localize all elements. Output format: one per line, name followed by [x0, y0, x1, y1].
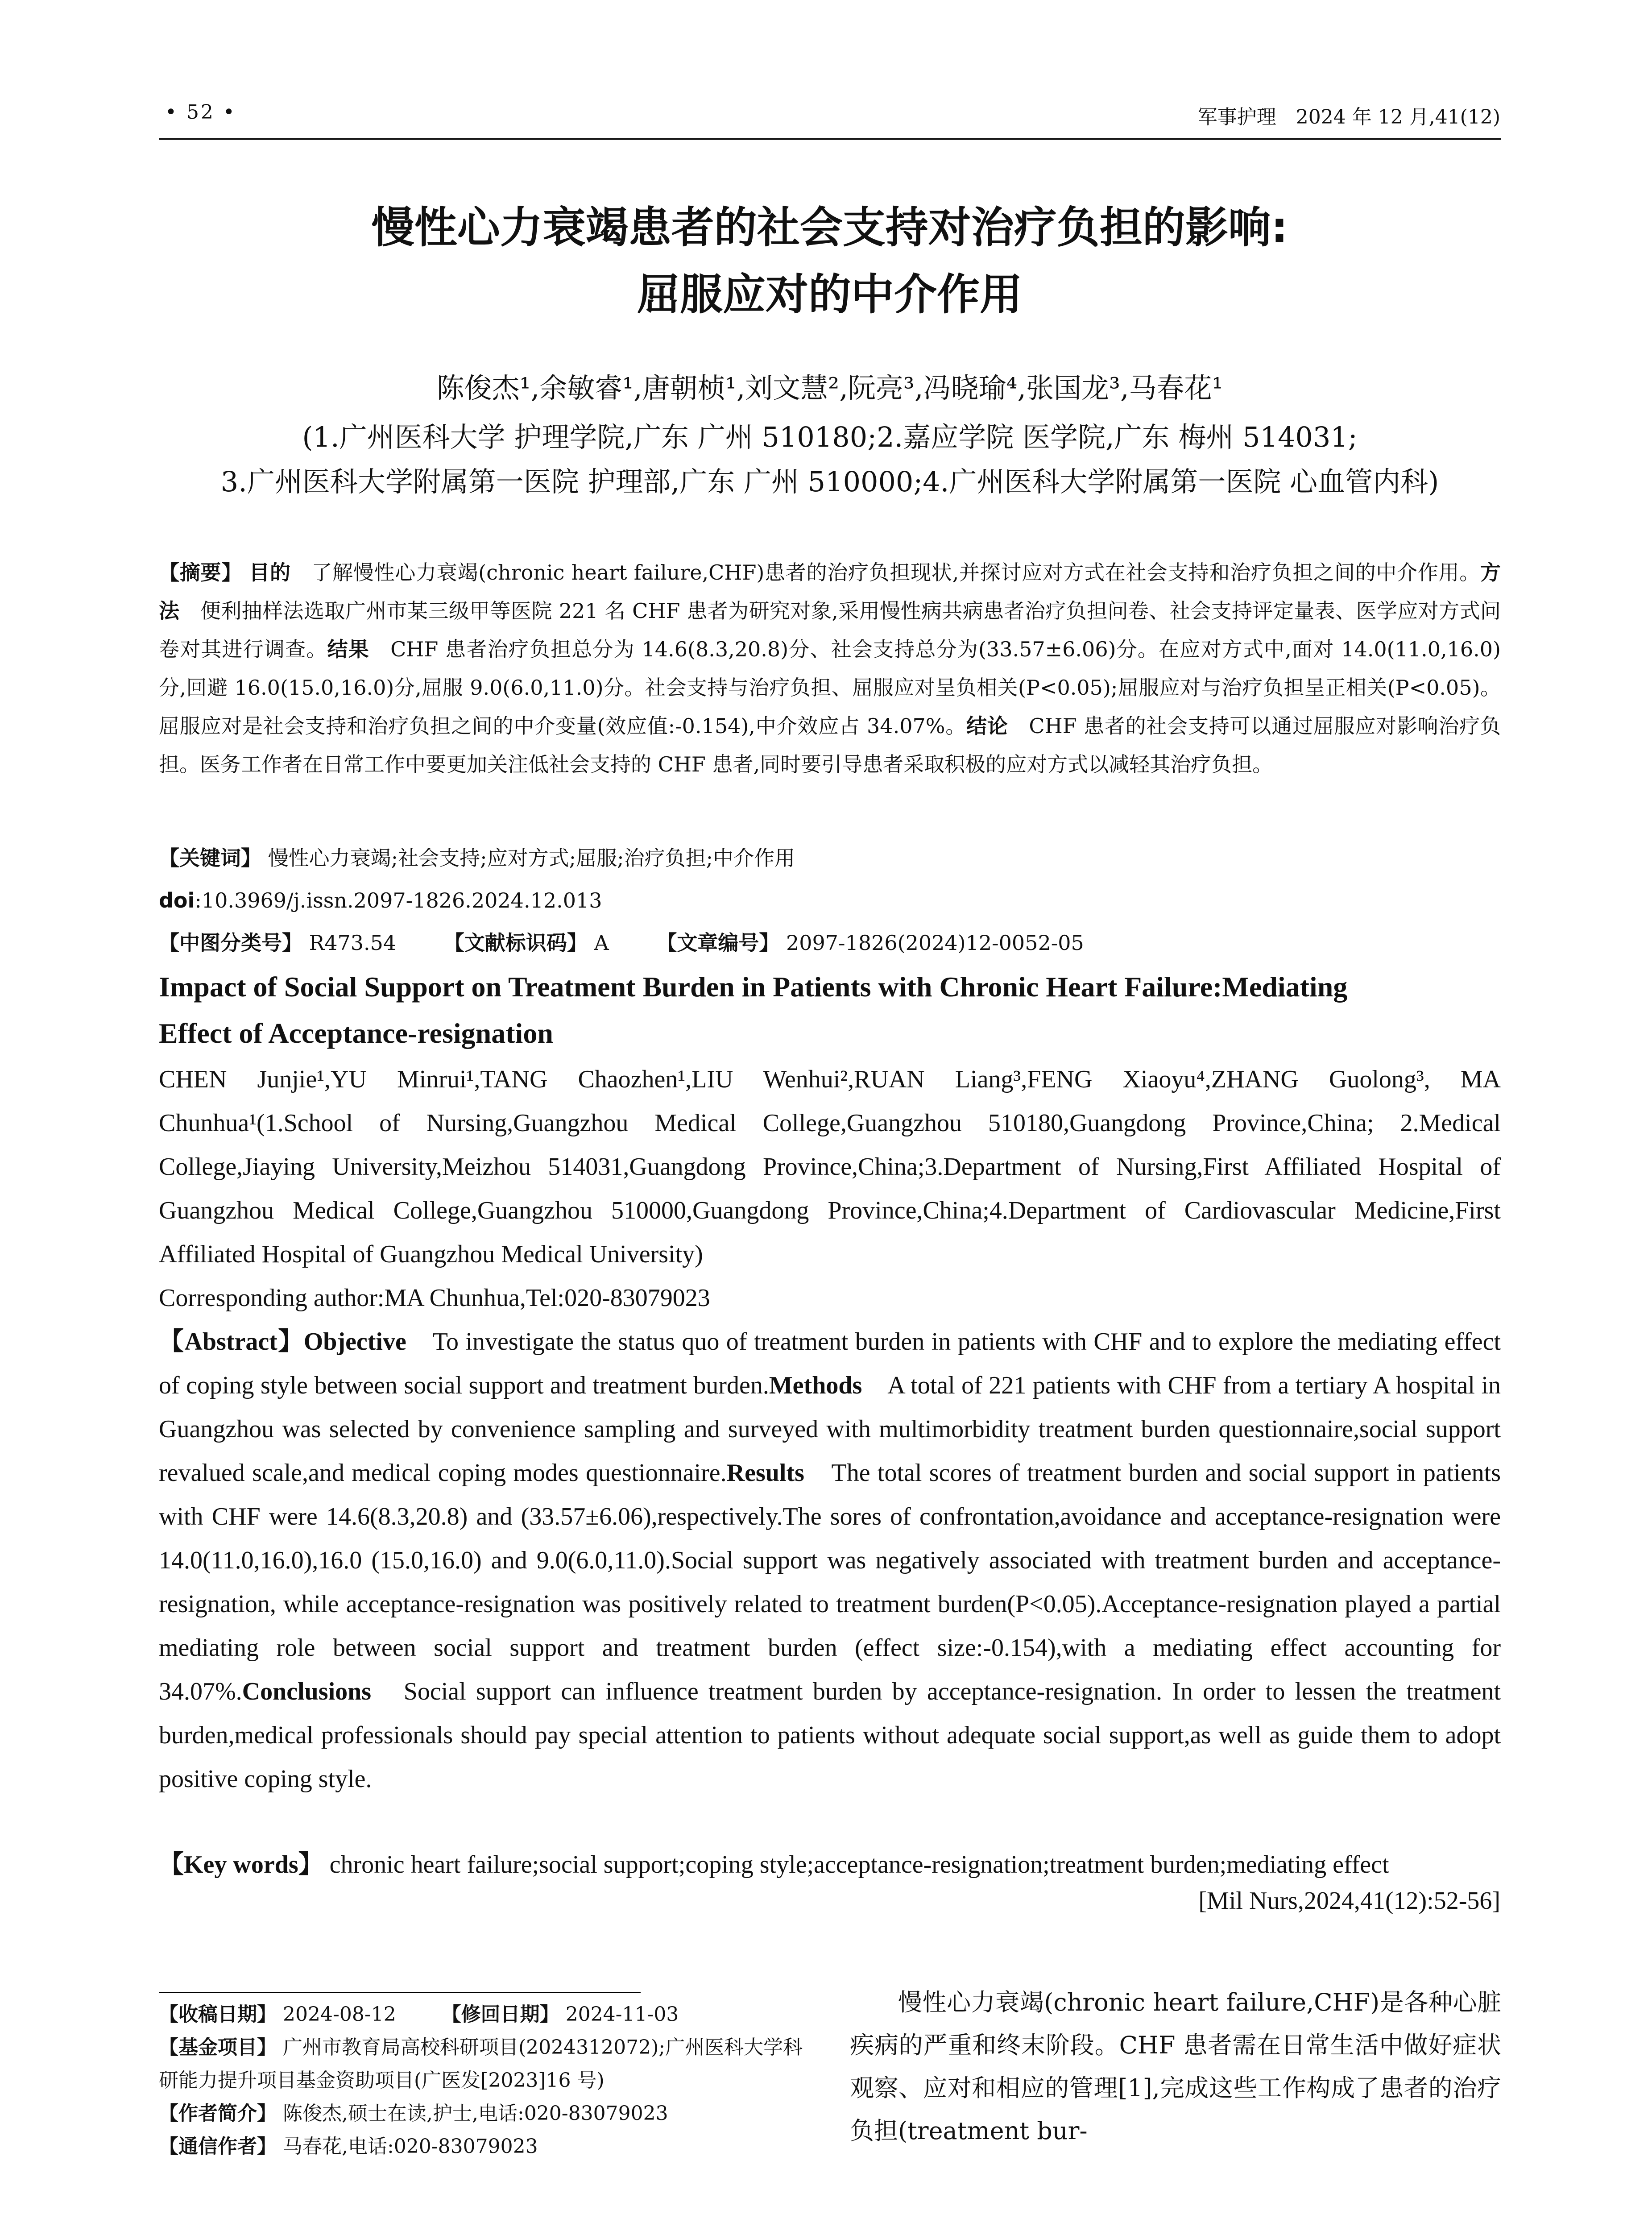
abstract-cn-methods-label: 方法	[159, 560, 1501, 623]
authors-en: CHEN Junjie¹,YU Minrui¹,TANG Chaozhen¹,LIU Wenhui²,RUAN Liang³,FENG Xiaoyu⁴,ZHANG Guolong³, MA Chunhua¹(1.School of Nursing,Guangzhou Medical College,Guangzhou 510180,Guangdong Province,China; 2.Medical College,Jiaying University,Meizhou 514031,Guangdong Province,China;3.Department of Nursing,First Affiliated Hospital of Guangzhou Medical College,Guangzhou 510000,Guangdong Province,China;4.Department of Cardiovascular Medicine,First Affiliated Hospital of Guangzhou Medical University)	[159, 1066, 1501, 1268]
abstract-en-objective-label: Objective	[303, 1328, 406, 1356]
keywords-en-text: chronic heart failure;social support;coping style;acceptance-resignation;treatment burden;mediating effect	[329, 1851, 1389, 1879]
article-no-value: 2097-1826(2024)12-0052-05	[786, 931, 1084, 955]
abstract-en-methods: A total of 221 patients with CHF from a tertiary A hospital in Guangzhou was selected by convenience sampling and surveyed with multimorbidity treatment burden questionnaire,social support revalued scale,and medical coping modes questionnaire.	[159, 1372, 1501, 1487]
doi-link[interactable]: :10.3969/j.issn.2097-1826.2024.12.013	[195, 888, 602, 912]
classification	[159, 924, 1501, 962]
abstract-cn-methods: 便利抽样法选取广州市某三级甲等医院 221 名 CHF 患者为研究对象,采用慢性病共病患者治疗负担问卷、社会支持评定量表、医学应对方式问卷对其进行调查。	[159, 599, 1501, 661]
footnote-fund	[159, 2031, 815, 2097]
abstract-en-tag: 【Abstract】	[159, 1328, 304, 1356]
article-title-line-1: 慢性心力衰竭患者的社会支持对治疗负担的影响:	[371, 203, 1288, 253]
abstract-cn-conclusion: CHF 患者的社会支持可以通过屈服应对影响治疗负担。医务工作者在日常工作中要更加关注低社会支持的 CHF 患者,同时要引导患者采取积极的应对方式以减轻其治疗负担。	[159, 714, 1501, 776]
abstract-cn-tag: 【摘要】	[159, 560, 242, 585]
body-intro-paragraph: 慢性心力衰竭(chronic heart failure,CHF)是各种心脏疾病的严重和终末阶段。CHF 患者需在日常生活中做好症状观察、应对和相应的管理[1],完成这些工作构成了患者的治疗负担(treatment bur-	[850, 1988, 1501, 2145]
abstract-cn	[159, 553, 1501, 784]
abstract-cn-objective-label: 目的	[249, 560, 291, 585]
journal-info: 军事护理 2024 年 12 月,41(12)	[1197, 106, 1500, 129]
revised-date: 2024-11-03	[565, 2003, 679, 2026]
footnote-dates	[159, 1998, 828, 2031]
abstract-cn-results: CHF 患者治疗负担总分为 14.6(8.3,20.8)分、社会支持总分为(33.57±6.06)分。在应对方式中,面对 14.0(11.0,16.0)分,回避 16.0(15.0,16.0)分,屈服 9.0(6.0,11.0)分。社会支持与治疗负担、屈服应对呈负相关(P<0.05);屈服应对与治疗负担呈正相关(P<0.05)。屈服应对是社会支持和治疗负担之间的中介变量(效应值:-0.154),中介效应占 34.07%。	[159, 637, 1501, 738]
doi-label: doi	[159, 888, 195, 912]
clc-tag: 【中图分类号】	[159, 931, 302, 955]
keywords-cn	[159, 839, 1501, 877]
article-title-line-2: 屈服应对的中介作用	[637, 270, 1023, 319]
affiliations-cn-2: 3.广州医科大学附属第一医院 护理部,广东 广州 510000;4.广州医科大学附属第一医院 心血管内科)	[220, 465, 1439, 498]
header-rule	[159, 138, 1501, 140]
article-no-tag: 【文章编号】	[656, 931, 780, 955]
corr-text: 马春花,电话:020-83079023	[283, 2135, 538, 2158]
keywords-cn-tag: 【关键词】	[159, 846, 261, 870]
abstract-en-objective: To investigate the status quo of treatment burden in patients with CHF and to explore the mediating effect of coping style between social support and treatment burden.	[159, 1328, 1501, 1399]
title-en-line-1: Impact of Social Support on Treatment Burden in Patients with Chronic Heart Failure:Mediating	[159, 971, 1348, 1003]
received-tag: 【收稿日期】	[159, 2003, 277, 2026]
page-number: • 52 •	[165, 101, 236, 124]
keywords-en	[159, 1843, 1501, 1887]
abstract-cn-objective: 了解慢性心力衰竭(chronic heart failure,CHF)患者的治疗负担现状,并探讨应对方式在社会支持和治疗负担之间的中介作用。	[311, 560, 1481, 585]
abstract-en-conclusions: Social support can influence treatment burden by acceptance-resignation. In order to lessen the treatment burden,medical professionals should pay special attention to patients without adequate social support,as well as guide them to adopt positive coping style.	[159, 1678, 1501, 1793]
doi	[159, 881, 1501, 920]
fund-tag: 【基金项目】	[159, 2036, 277, 2059]
abstract-cn-results-label: 结果	[327, 637, 369, 661]
abstract-en	[159, 1320, 1501, 1801]
fund-text: 广州市教育局高校科研项目(2024312072);广州医科大学科研能力提升项目基金资助项目(广医发[2023]16 号)	[159, 2036, 803, 2092]
footnote-author	[159, 2097, 828, 2130]
received-date: 2024-08-12	[283, 2003, 396, 2026]
keywords-cn-text: 慢性心力衰竭;社会支持;应对方式;屈服;治疗负担;中介作用	[268, 846, 795, 870]
abstract-cn-conclusion-label: 结论	[966, 714, 1008, 738]
abstract-en-results: The total scores of treatment burden and social support in patients with CHF were 14.6(8.3,20.8) and (33.57±6.06),respectively.The sores of confrontation,avoidance and acceptance-resignation were 14.0(11.0,16.0),16.0 (15.0,16.0) and 9.0(6.0,11.0).Social support was negatively associated with treatment burden and acceptance-resignation, while acceptance-resignation was positively related to treatment burden(P<0.05).Acceptance-resignation played a partial mediating role between social support and treatment burden (effect size:-0.154),with a mediating effect accounting for 34.07%.	[159, 1459, 1501, 1705]
doc-code-tag: 【文献标识码】	[443, 931, 588, 955]
footnote-corresponding	[159, 2130, 828, 2163]
affiliations-cn-1: (1.广州医科大学 护理学院,广东 广州 510180;2.嘉应学院 医学院,广东 梅州 514031;	[302, 421, 1358, 453]
footnote-rule	[159, 1992, 641, 1993]
abstract-en-conclusions-label: Conclusions	[242, 1678, 372, 1705]
author-text: 陈俊杰,硕士在读,护士,电话:020-83079023	[283, 2102, 668, 2125]
doc-code-value: A	[594, 931, 609, 955]
corresponding-author: Corresponding author:MA Chunhua,Tel:020-83079023	[159, 1284, 710, 1312]
abstract-en-results-label: Results	[726, 1459, 804, 1487]
clc-value: R473.54	[309, 931, 397, 955]
revised-tag: 【修回日期】	[441, 2003, 559, 2026]
abstract-en-methods-label: Methods	[769, 1372, 862, 1399]
corr-tag: 【通信作者】	[159, 2135, 277, 2158]
keywords-en-tag: 【Key words】	[159, 1851, 323, 1879]
author-tag: 【作者简介】	[159, 2102, 277, 2125]
authors-cn: 陈俊杰¹,余敏睿¹,唐朝桢¹,刘文慧²,阮亮³,冯晓瑜⁴,张国龙³,马春花¹	[436, 372, 1223, 404]
citation: [Mil Nurs,2024,41(12):52-56]	[1198, 1887, 1500, 1915]
title-en-line-2: Effect of Acceptance-resignation	[159, 1017, 553, 1049]
